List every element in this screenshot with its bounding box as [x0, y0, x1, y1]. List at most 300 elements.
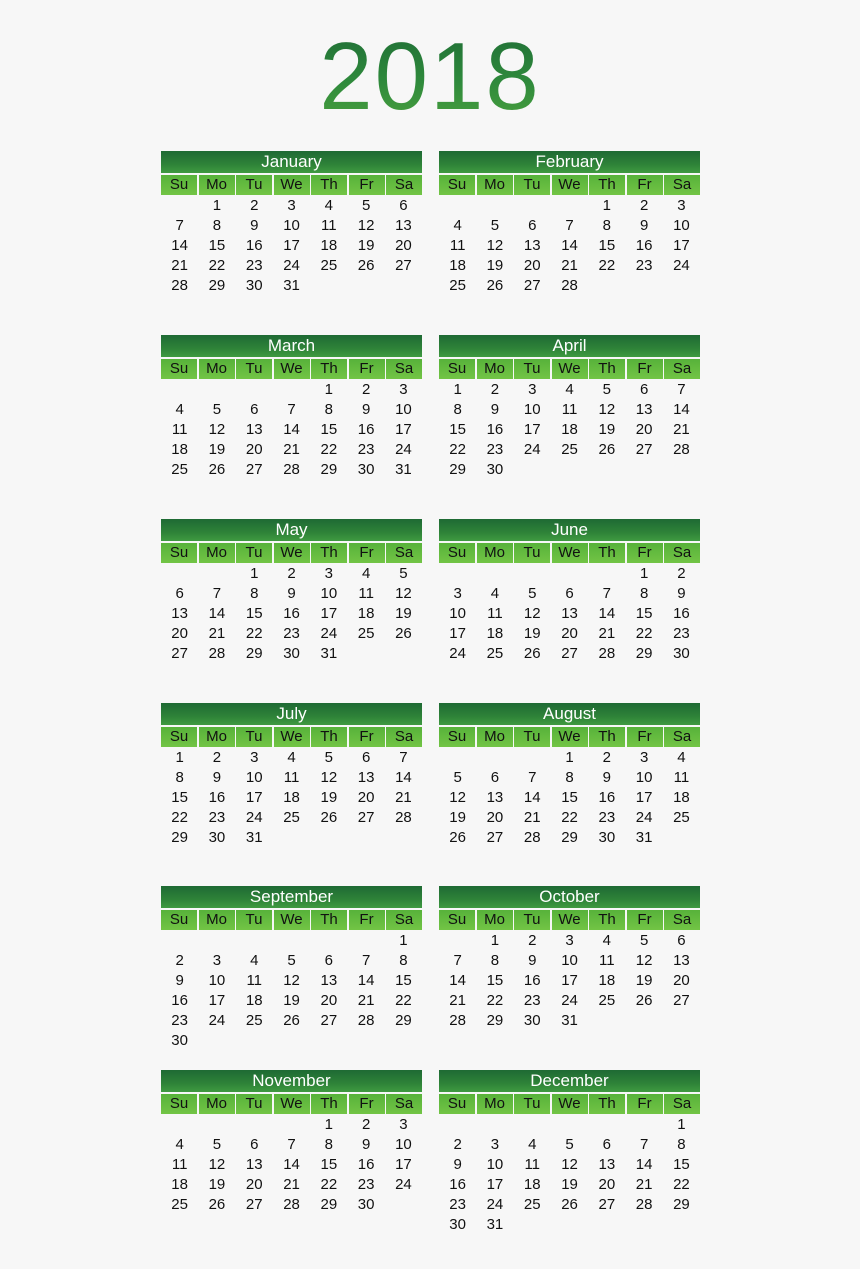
day-cell: 26	[635, 992, 653, 1009]
day-cell: 26	[486, 277, 504, 294]
empty-cell	[347, 931, 384, 951]
day-cell: 29	[208, 277, 226, 294]
day-cell: 12	[598, 401, 616, 418]
day-cell: 14	[598, 605, 616, 622]
day-cell: 30	[523, 1012, 541, 1029]
days-grid	[439, 564, 700, 664]
weekday-label: Fr	[349, 1094, 385, 1114]
month-april	[439, 335, 700, 480]
day-cell: 18	[171, 1176, 188, 1193]
day-cell: 20	[635, 421, 653, 438]
day-cell: 11	[246, 972, 263, 989]
weekday-label: Fr	[627, 1094, 663, 1114]
empty-cell	[273, 1115, 310, 1135]
day-cell: 19	[283, 992, 300, 1009]
weekday-label: Tu	[236, 359, 272, 379]
day-cell: 27	[561, 645, 578, 662]
weekday-header	[439, 910, 700, 930]
day-cell: 17	[523, 421, 541, 438]
day-cell: 23	[171, 1012, 188, 1029]
day-cell: 20	[395, 237, 412, 254]
empty-cell	[514, 196, 551, 216]
day-cell: 16	[673, 605, 690, 622]
day-cell: 4	[175, 401, 184, 418]
month-march	[161, 335, 422, 480]
day-cell: 24	[486, 1196, 504, 1213]
weekday-label: Mo	[477, 359, 513, 379]
weekday-header	[439, 175, 700, 195]
day-cell: 27	[357, 809, 375, 826]
day-cell: 12	[283, 972, 300, 989]
day-cell: 4	[324, 197, 333, 214]
day-cell: 28	[208, 645, 226, 662]
day-cell: 12	[561, 1156, 578, 1173]
day-cell: 10	[673, 217, 690, 234]
day-cell: 17	[673, 237, 690, 254]
day-cell: 14	[283, 421, 300, 438]
day-cell: 9	[453, 1156, 462, 1173]
day-cell: 19	[208, 1176, 226, 1193]
day-cell: 5	[602, 381, 611, 398]
day-cell: 23	[449, 1196, 466, 1213]
day-cell: 14	[283, 1156, 300, 1173]
day-cell: 15	[208, 237, 226, 254]
day-cell: 25	[561, 441, 578, 458]
empty-cell	[161, 380, 198, 400]
day-cell: 22	[245, 625, 263, 642]
empty-cell	[588, 564, 625, 584]
day-cell: 8	[324, 401, 333, 418]
day-cell: 3	[565, 932, 574, 949]
month-february	[439, 151, 700, 296]
day-cell: 4	[490, 585, 500, 602]
day-cell: 27	[486, 829, 504, 846]
day-cell: 2	[212, 749, 222, 766]
weekday-label: Mo	[477, 543, 513, 563]
weekday-label: We	[552, 175, 588, 195]
day-cell: 4	[602, 932, 611, 949]
weekday-label: Sa	[386, 175, 422, 195]
weekday-label: Su	[161, 910, 197, 930]
day-cell: 20	[561, 625, 578, 642]
day-cell: 15	[395, 972, 412, 989]
day-cell: 15	[449, 421, 466, 438]
day-cell: 31	[320, 645, 338, 662]
day-cell: 29	[673, 1196, 690, 1213]
day-cell: 13	[635, 401, 653, 418]
weekday-label: Su	[439, 1094, 475, 1114]
day-cell: 27	[635, 441, 653, 458]
weekday-label: We	[274, 910, 310, 930]
day-cell: 28	[561, 277, 578, 294]
weekday-label: Mo	[199, 359, 235, 379]
day-cell: 25	[357, 625, 375, 642]
day-cell: 10	[208, 972, 226, 989]
weekday-header	[439, 543, 700, 563]
day-cell: 15	[320, 421, 338, 438]
day-cell: 1	[490, 932, 500, 949]
day-cell: 3	[212, 952, 222, 969]
day-cell: 9	[602, 769, 611, 786]
day-cell: 2	[175, 952, 184, 969]
day-cell: 28	[171, 277, 188, 294]
weekday-label: Tu	[514, 175, 550, 195]
day-cell: 27	[245, 461, 263, 478]
day-cell: 22	[320, 441, 338, 458]
day-cell: 24	[320, 625, 338, 642]
month-october	[439, 886, 700, 1031]
day-cell: 18	[449, 257, 466, 274]
weekday-label: Su	[439, 175, 475, 195]
day-cell: 16	[208, 789, 226, 806]
day-cell: 23	[357, 1176, 375, 1193]
day-cell: 23	[245, 257, 263, 274]
day-cell: 13	[395, 217, 412, 234]
weekday-header	[161, 543, 422, 563]
weekday-label: Tu	[514, 543, 550, 563]
weekday-header	[161, 175, 422, 195]
weekday-label: Tu	[236, 543, 272, 563]
day-cell: 3	[453, 585, 462, 602]
day-cell: 23	[635, 257, 653, 274]
day-cell: 7	[565, 217, 574, 234]
day-cell: 25	[449, 277, 466, 294]
day-cell: 17	[449, 625, 466, 642]
day-cell: 13	[561, 605, 578, 622]
day-cell: 22	[208, 257, 226, 274]
day-cell: 19	[320, 789, 338, 806]
day-cell: 18	[320, 237, 338, 254]
weekday-label: Tu	[236, 1094, 272, 1114]
days-grid	[161, 1115, 422, 1215]
day-cell: 2	[250, 197, 259, 214]
weekday-label: Su	[439, 910, 475, 930]
day-cell: 20	[598, 1176, 616, 1193]
month-january	[161, 151, 422, 296]
empty-cell	[273, 931, 310, 951]
day-cell: 9	[250, 217, 259, 234]
weekday-header	[439, 1094, 700, 1114]
day-cell: 25	[320, 257, 338, 274]
day-cell: 26	[449, 829, 466, 846]
weekday-label: Fr	[349, 727, 385, 747]
day-cell: 23	[208, 809, 226, 826]
day-cell: 24	[673, 257, 690, 274]
month-title: January	[161, 151, 422, 173]
day-cell: 19	[395, 605, 412, 622]
weekday-label: We	[552, 727, 588, 747]
day-cell: 1	[175, 749, 184, 766]
day-cell: 31	[486, 1216, 504, 1233]
day-cell: 30	[598, 829, 616, 846]
day-cell: 17	[395, 421, 412, 438]
day-cell: 20	[171, 625, 188, 642]
day-cell: 1	[453, 381, 462, 398]
day-cell: 2	[528, 932, 537, 949]
day-cell: 22	[561, 809, 578, 826]
day-cell: 25	[486, 645, 504, 662]
weekday-header	[161, 1094, 422, 1114]
day-cell: 22	[320, 1176, 338, 1193]
weekday-label: Fr	[349, 543, 385, 563]
day-cell: 31	[635, 829, 653, 846]
day-cell: 9	[212, 769, 222, 786]
empty-cell	[551, 196, 588, 216]
day-cell: 26	[357, 257, 375, 274]
day-cell: 1	[324, 1116, 333, 1133]
day-cell: 17	[395, 1156, 412, 1173]
day-cell: 19	[635, 972, 653, 989]
day-cell: 12	[486, 237, 504, 254]
day-cell: 18	[561, 421, 578, 438]
day-cell: 13	[171, 605, 188, 622]
weekday-label: Sa	[386, 1094, 422, 1114]
weekday-label: Sa	[664, 175, 700, 195]
day-cell: 21	[283, 1176, 300, 1193]
day-cell: 1	[324, 381, 333, 398]
empty-cell	[476, 196, 513, 216]
day-cell: 1	[399, 932, 408, 949]
day-cell: 18	[673, 789, 690, 806]
day-cell: 29	[320, 1196, 338, 1213]
day-cell: 29	[171, 829, 188, 846]
day-cell: 21	[523, 809, 541, 826]
day-cell: 26	[598, 441, 616, 458]
day-cell: 28	[283, 461, 300, 478]
day-cell: 7	[287, 1136, 296, 1153]
day-cell: 19	[523, 625, 541, 642]
day-cell: 6	[490, 769, 500, 786]
empty-cell	[236, 380, 273, 400]
day-cell: 3	[324, 565, 333, 582]
weekday-label: Su	[161, 175, 197, 195]
day-cell: 6	[565, 585, 574, 602]
weekday-label: We	[552, 359, 588, 379]
day-cell: 8	[565, 769, 574, 786]
day-cell: 2	[361, 1116, 371, 1133]
month-september	[161, 886, 422, 1051]
day-cell: 13	[486, 789, 504, 806]
day-cell: 23	[523, 992, 541, 1009]
day-cell: 28	[673, 441, 690, 458]
day-cell: 19	[561, 1176, 578, 1193]
day-cell: 7	[639, 1136, 649, 1153]
weekday-label: Su	[161, 1094, 197, 1114]
day-cell: 3	[677, 197, 686, 214]
empty-cell	[198, 931, 235, 951]
weekday-header	[161, 727, 422, 747]
weekday-label: Fr	[349, 175, 385, 195]
day-cell: 9	[361, 401, 371, 418]
days-grid	[161, 380, 422, 480]
day-cell: 17	[635, 789, 653, 806]
day-cell: 15	[598, 237, 616, 254]
day-cell: 12	[449, 789, 466, 806]
day-cell: 21	[208, 625, 226, 642]
weekday-label: We	[274, 543, 310, 563]
empty-cell	[161, 931, 198, 951]
day-cell: 17	[245, 789, 263, 806]
day-cell: 2	[602, 749, 611, 766]
weekday-label: Tu	[514, 1094, 550, 1114]
day-cell: 7	[677, 381, 686, 398]
weekday-label: Mo	[477, 727, 513, 747]
day-cell: 2	[453, 1136, 462, 1153]
day-cell: 6	[250, 401, 259, 418]
weekday-label: Th	[311, 727, 347, 747]
day-cell: 4	[287, 749, 296, 766]
weekday-label: Sa	[386, 359, 422, 379]
day-cell: 21	[171, 257, 188, 274]
day-cell: 25	[283, 809, 300, 826]
day-cell: 18	[486, 625, 504, 642]
days-grid	[439, 1115, 700, 1235]
day-cell: 8	[399, 952, 408, 969]
day-cell: 1	[602, 197, 611, 214]
month-july	[161, 703, 422, 848]
day-cell: 4	[250, 952, 259, 969]
day-cell: 5	[212, 401, 222, 418]
day-cell: 30	[208, 829, 226, 846]
day-cell: 8	[490, 952, 500, 969]
day-cell: 29	[395, 1012, 412, 1029]
weekday-label: Th	[589, 543, 625, 563]
day-cell: 11	[321, 217, 337, 234]
day-cell: 30	[245, 277, 263, 294]
empty-cell	[439, 564, 476, 584]
empty-cell	[514, 748, 551, 768]
day-cell: 24	[245, 809, 263, 826]
weekday-label: We	[274, 359, 310, 379]
day-cell: 6	[639, 381, 649, 398]
day-cell: 13	[598, 1156, 616, 1173]
day-cell: 27	[245, 1196, 263, 1213]
day-cell: 10	[395, 401, 412, 418]
weekday-label: Sa	[664, 727, 700, 747]
day-cell: 20	[357, 789, 375, 806]
day-cell: 10	[395, 1136, 412, 1153]
day-cell: 14	[449, 972, 466, 989]
day-cell: 23	[486, 441, 504, 458]
day-cell: 6	[399, 197, 408, 214]
month-may	[161, 519, 422, 664]
weekday-header	[439, 359, 700, 379]
day-cell: 24	[208, 1012, 226, 1029]
day-cell: 24	[395, 441, 412, 458]
day-cell: 5	[565, 1136, 574, 1153]
day-cell: 16	[357, 421, 375, 438]
day-cell: 12	[320, 769, 338, 786]
day-cell: 17	[208, 992, 226, 1009]
day-cell: 21	[561, 257, 578, 274]
day-cell: 14	[635, 1156, 653, 1173]
day-cell: 8	[324, 1136, 333, 1153]
empty-cell	[476, 1115, 513, 1135]
weekday-label: Su	[161, 727, 197, 747]
day-cell: 14	[523, 789, 541, 806]
empty-cell	[439, 748, 476, 768]
day-cell: 22	[635, 625, 653, 642]
month-title: April	[439, 335, 700, 357]
day-cell: 10	[449, 605, 466, 622]
day-cell: 8	[453, 401, 462, 418]
day-cell: 2	[677, 565, 686, 582]
day-cell: 3	[250, 749, 259, 766]
empty-cell	[439, 931, 476, 951]
day-cell: 18	[283, 789, 300, 806]
weekday-label: We	[274, 1094, 310, 1114]
day-cell: 9	[528, 952, 537, 969]
day-cell: 27	[171, 645, 188, 662]
day-cell: 8	[677, 1136, 686, 1153]
empty-cell	[273, 380, 310, 400]
day-cell: 24	[523, 441, 541, 458]
month-november	[161, 1070, 422, 1215]
weekday-label: Sa	[386, 910, 422, 930]
day-cell: 11	[673, 769, 690, 786]
day-cell: 26	[395, 625, 412, 642]
day-cell: 15	[673, 1156, 690, 1173]
weekday-label: Th	[589, 175, 625, 195]
day-cell: 11	[524, 1156, 541, 1173]
days-grid	[161, 931, 422, 1051]
day-cell: 28	[523, 829, 541, 846]
day-cell: 4	[453, 217, 462, 234]
weekday-label: Tu	[514, 910, 550, 930]
day-cell: 12	[208, 1156, 226, 1173]
day-cell: 24	[635, 809, 653, 826]
day-cell: 21	[635, 1176, 653, 1193]
day-cell: 9	[677, 585, 686, 602]
empty-cell	[161, 1115, 198, 1135]
day-cell: 17	[283, 237, 300, 254]
day-cell: 19	[357, 237, 375, 254]
day-cell: 15	[635, 605, 653, 622]
empty-cell	[198, 380, 235, 400]
empty-cell	[551, 1115, 588, 1135]
day-cell: 1	[677, 1116, 686, 1133]
day-cell: 25	[523, 1196, 541, 1213]
weekday-label: We	[274, 727, 310, 747]
day-cell: 23	[283, 625, 300, 642]
day-cell: 26	[208, 1196, 226, 1213]
month-title: November	[161, 1070, 422, 1092]
day-cell: 8	[639, 585, 649, 602]
weekday-label: Fr	[349, 910, 385, 930]
day-cell: 8	[212, 217, 222, 234]
weekday-label: Mo	[199, 727, 235, 747]
day-cell: 15	[320, 1156, 338, 1173]
day-cell: 26	[208, 461, 226, 478]
month-august	[439, 703, 700, 848]
day-cell: 5	[490, 217, 500, 234]
day-cell: 10	[245, 769, 263, 786]
day-cell: 18	[245, 992, 263, 1009]
day-cell: 4	[175, 1136, 184, 1153]
day-cell: 28	[357, 1012, 375, 1029]
day-cell: 9	[490, 401, 500, 418]
empty-cell	[161, 196, 198, 216]
day-cell: 16	[171, 992, 188, 1009]
empty-cell	[588, 1115, 625, 1135]
day-cell: 20	[245, 1176, 263, 1193]
day-cell: 16	[598, 789, 616, 806]
weekday-label: Mo	[199, 910, 235, 930]
month-title: September	[161, 886, 422, 908]
day-cell: 6	[361, 749, 371, 766]
weekday-label: Fr	[627, 727, 663, 747]
weekday-label: Th	[311, 910, 347, 930]
